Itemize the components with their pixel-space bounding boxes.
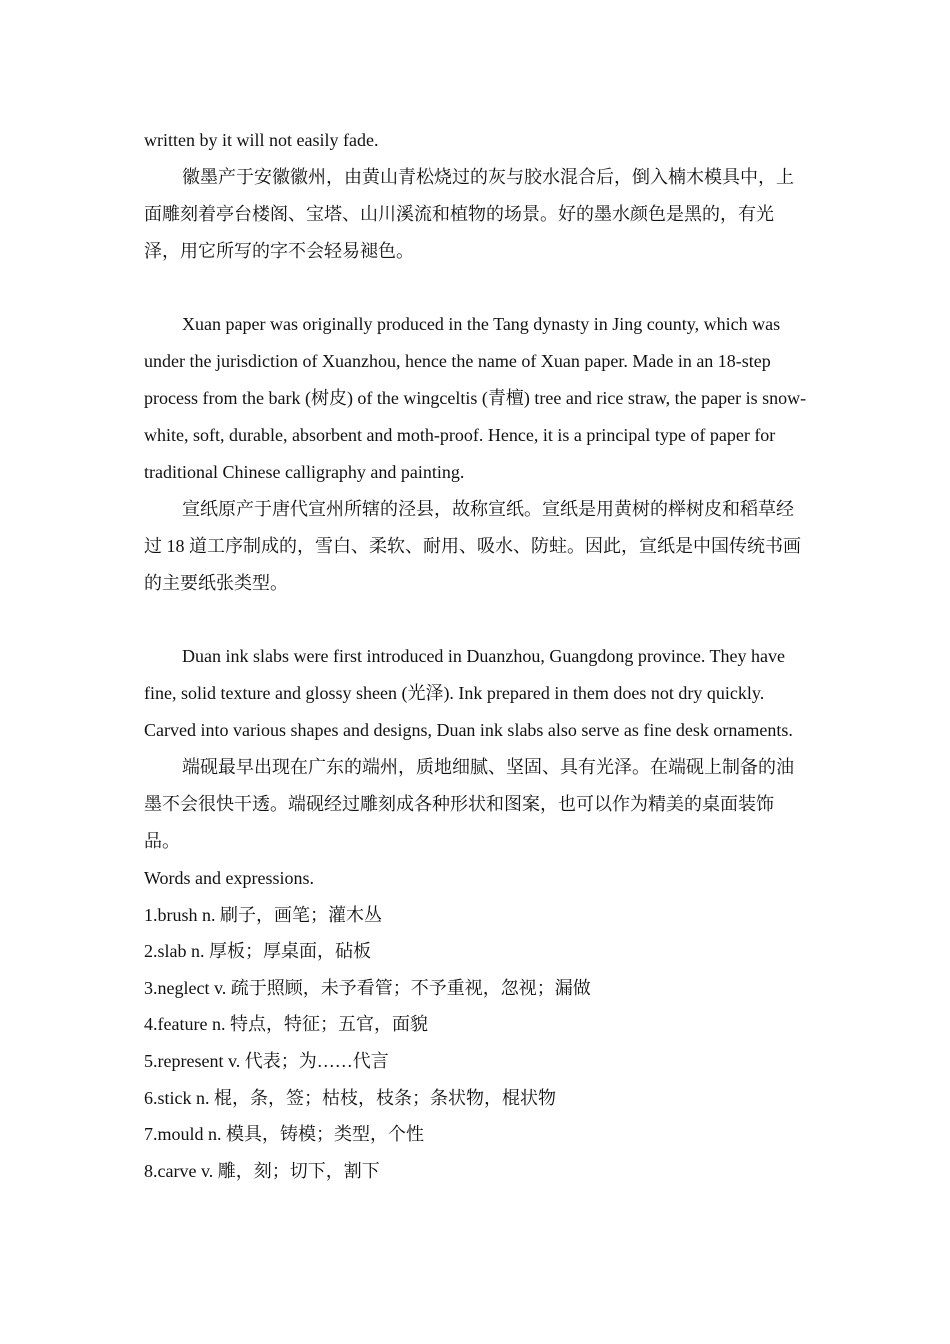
vocabulary-item: 6.stick n. 棍，条，签；枯枝，枝条；条状物，棍状物 [144, 1087, 556, 1108]
paragraph-ink-english-tail: written by it will not easily fade. [144, 130, 379, 150]
vocabulary-item: 8.carve v. 雕，刻；切下，割下 [144, 1160, 380, 1181]
vocabulary-item: 5.represent v. 代表；为……代言 [144, 1050, 389, 1071]
vocabulary-item: 3.neglect v. 疏于照顾，未予看管；不予重视，忽视；漏做 [144, 977, 591, 998]
vocabulary-item: 2.slab n. 厚板；厚桌面，砧板 [144, 941, 371, 962]
paragraph-xuan-paper-chinese: 宣纸原产于唐代宣州所辖的泾县，故称宣纸。宣纸是用黄树的榉树皮和稻草经过 18 道工序制成的，雪白、柔软、耐用、吸水、防蛀。因此，宣纸是中国传统书画的主要纸张类型。 [144, 499, 801, 593]
paragraph-ink-chinese: 徽墨产于安徽徽州，由黄山青松烧过的灰与胶水混合后，倒入楠木模具中，上面雕刻着亭台楼阁、宝塔、山川溪流和植物的场景。好的墨水颜色是黑的，有光泽，用它所写的字不会轻易褪色。 [144, 167, 794, 261]
paragraph-xuan-paper-english: Xuan paper was originally produced in the Tang dynasty in Jing county, which was under the jurisdiction of Xuanzhou, hence the name of Xuan paper. Made in an 18-step process from the bark (树皮) of the wingceltis (青檀) tree and rice straw, the paper is snow-white, soft, durable, absorbent and moth-proof. Hence, it is a principal type of paper for traditional Chinese calligraphy and painting. [144, 314, 807, 482]
vocabulary-item: 4.feature n. 特点，特征；五官，面貌 [144, 1014, 428, 1035]
vocabulary-heading: Words and expressions. [144, 868, 315, 888]
vocabulary-item: 1.brush n. 刷子，画笔；灌木丛 [144, 904, 382, 925]
vocabulary-item: 7.mould n. 模具，铸模；类型，个性 [144, 1124, 425, 1145]
vocabulary-section [144, 860, 809, 1189]
paragraph-duan-inkslab-chinese: 端砚最早出现在广东的端州，质地细腻、坚固、具有光泽。在端砚上制备的油墨不会很快干透。端砚经过雕刻成各种形状和图案，也可以作为精美的桌面装饰品。 [144, 757, 794, 851]
paragraph-duan-inkslab-english: Duan ink slabs were first introduced in Duanzhou, Guangdong province. They have fine, solid texture and glossy sheen (光泽). Ink prepared in them does not dry quickly. Carved into various shapes and designs, Duan ink slabs also serve as fine desk ornaments. [144, 646, 793, 740]
paragraph-spacer [144, 270, 809, 306]
paragraph-spacer [144, 602, 809, 638]
document-body [144, 122, 809, 1189]
